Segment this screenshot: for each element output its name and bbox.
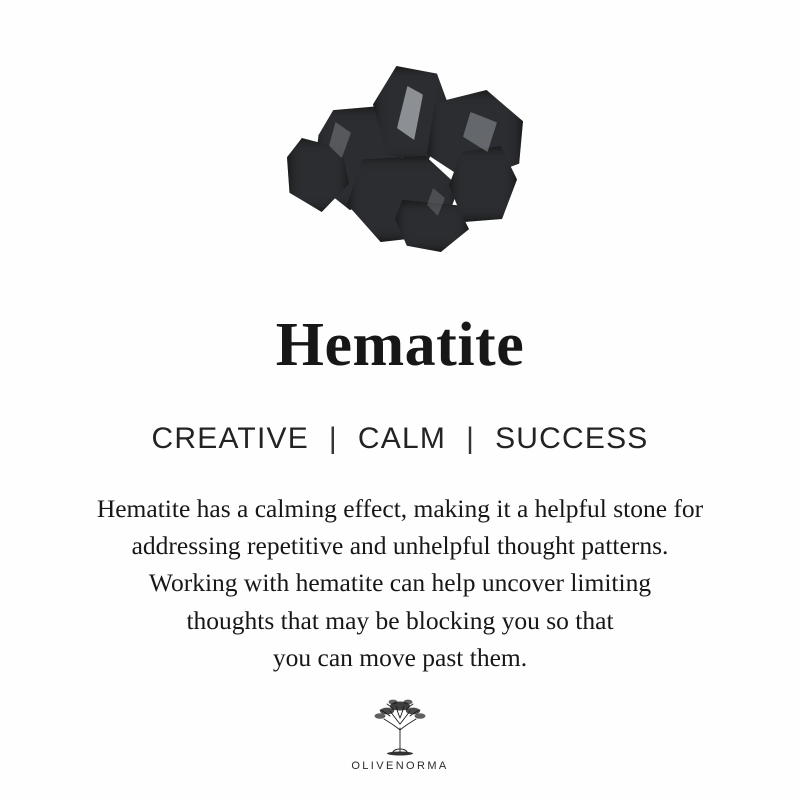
description-line: you can move past them. xyxy=(272,642,528,672)
keyword-calm: CALM xyxy=(357,422,447,455)
keyword-list xyxy=(150,422,651,456)
stone-image-area xyxy=(0,0,800,300)
stone-description xyxy=(30,490,770,676)
brand-logo xyxy=(0,694,800,772)
keyword-separator: | xyxy=(328,422,338,455)
keyword-success: SUCCESS xyxy=(495,422,649,455)
stone-title: Hematite xyxy=(275,311,525,379)
description-line: Working with hematite can help uncover limiting xyxy=(148,568,652,598)
description-line: addressing repetitive and unhelpful thought patterns. xyxy=(131,531,669,561)
keyword-creative: CREATIVE xyxy=(151,422,309,455)
tree-of-life-icon xyxy=(363,694,437,758)
brand-name: OLIVENORMA xyxy=(351,760,449,772)
description-line: Hematite has a calming effect, making it a helpful stone for xyxy=(96,494,704,523)
hematite-crystal-image xyxy=(277,60,527,250)
keyword-separator: | xyxy=(466,422,476,455)
description-line: thoughts that may be blocking you so that xyxy=(186,605,614,635)
